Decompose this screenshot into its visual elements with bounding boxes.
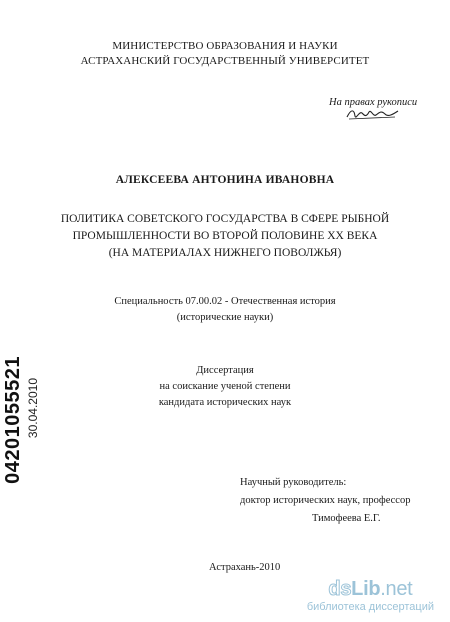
supervisor-degree: доктор исторических наук, профессор — [240, 495, 411, 506]
dissertation-title — [0, 211, 450, 262]
thesis-degree: кандидата исторических наук — [158, 397, 292, 408]
institution-header — [0, 39, 450, 69]
university-name: АСТРАХАНСКИЙ ГОСУДАРСТВЕННЫЙ УНИВЕРСИТЕТ — [80, 55, 370, 67]
logo-net: .net — [380, 578, 413, 600]
specialty-block — [0, 294, 450, 326]
title-line: ПРОМЫШЛЕННОСТИ ВО ВТОРОЙ ПОЛОВИНЕ XX ВЕКА — [72, 230, 378, 242]
watermark-subtitle: библиотека диссертаций — [306, 601, 434, 613]
dslib-logo — [307, 579, 434, 599]
specialty-field: (исторические науки) — [176, 312, 274, 323]
supervisor-name: Тимофеева Е.Г. — [312, 513, 381, 524]
rights-note: На правах рукописи — [329, 97, 418, 108]
library-stamp-number: 04201055521 — [2, 356, 24, 484]
ministry-name: МИНИСТЕРСТВО ОБРАЗОВАНИЯ И НАУКИ — [112, 40, 338, 52]
city-year: Астрахань-2010 — [209, 562, 281, 573]
supervisor-label: Научный руководитель: — [240, 477, 347, 488]
signature-icon — [345, 106, 401, 122]
library-stamp-date: 30.04.2010 — [26, 378, 40, 439]
dslib-watermark — [307, 579, 434, 613]
title-line: (НА МАТЕРИАЛАХ НИЖНЕГО ПОВОЛЖЬЯ) — [108, 247, 342, 259]
specialty-code: Специальность 07.00.02 - Отечественная история — [114, 296, 336, 307]
title-line: ПОЛИТИКА СОВЕТСКОГО ГОСУДАРСТВА В СФЕРЕ РЫБНОЙ — [60, 213, 390, 225]
logo-lib: Lib — [351, 578, 381, 600]
thesis-type: Диссертация — [196, 365, 254, 376]
thesis-purpose: на соискание ученой степени — [159, 381, 291, 392]
thesis-block — [0, 363, 450, 411]
supervisor-block — [240, 474, 424, 528]
author-name: АЛЕКСЕЕВА АНТОНИНА ИВАНОВНА — [115, 174, 335, 186]
logo-ds: ds — [328, 578, 352, 600]
